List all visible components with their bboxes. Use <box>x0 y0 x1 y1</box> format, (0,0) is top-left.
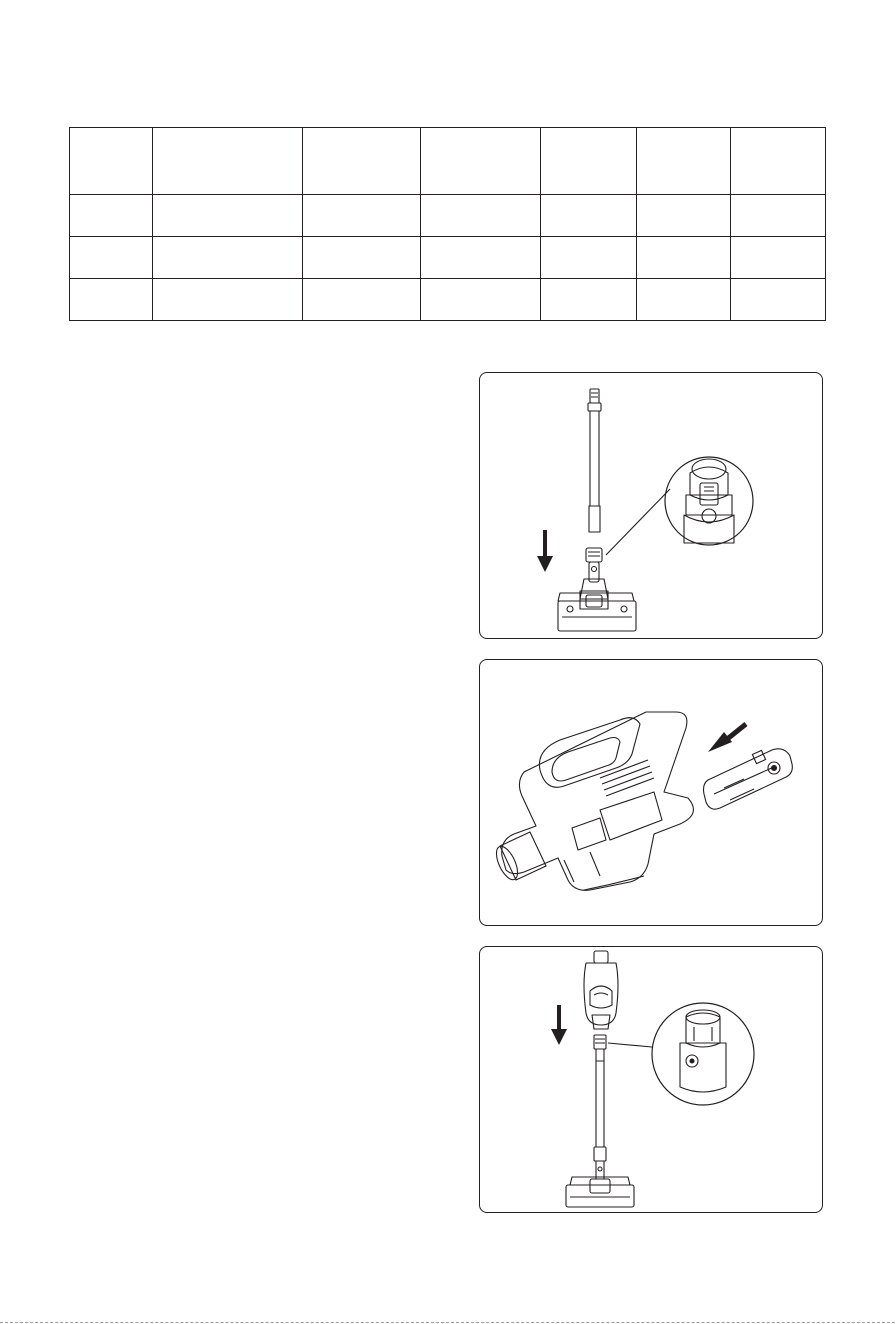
floor-brush-icon <box>558 548 636 631</box>
table-cell <box>541 279 637 321</box>
extension-tube-icon <box>588 389 601 532</box>
battery-pack-icon <box>704 749 793 809</box>
figure-attach-handheld <box>479 946 823 1213</box>
table-cell <box>153 237 303 279</box>
table-row <box>70 237 826 279</box>
table-cell <box>421 279 541 321</box>
figure-attach-floor-brush <box>479 372 823 639</box>
arrow-down-icon <box>537 530 553 572</box>
figure-attach-handheld-drawing <box>480 947 824 1214</box>
spec-table <box>69 127 826 321</box>
handheld-unit-icon <box>584 951 618 1029</box>
floor-brush-icon <box>566 1161 634 1207</box>
figure-insert-battery-drawing <box>480 660 824 927</box>
table-cell <box>541 237 637 279</box>
table-cell <box>153 195 303 237</box>
table-cell <box>421 237 541 279</box>
table-cell <box>70 279 153 321</box>
table-cell <box>637 128 731 195</box>
table-cell <box>70 237 153 279</box>
table-row <box>70 195 826 237</box>
table-cell <box>70 195 153 237</box>
table-cell <box>70 128 153 195</box>
table-header-row <box>70 128 826 195</box>
connector-zoom-icon <box>652 1003 754 1105</box>
figure-insert-battery <box>479 659 823 926</box>
connector-zoom-icon <box>665 457 753 545</box>
table-cell <box>303 237 421 279</box>
table-cell <box>731 195 826 237</box>
table-cell <box>637 279 731 321</box>
table-cell <box>303 128 421 195</box>
table-cell <box>541 195 637 237</box>
table-cell <box>153 128 303 195</box>
table-cell <box>303 195 421 237</box>
table-cell <box>541 128 637 195</box>
table-cell <box>421 128 541 195</box>
arrow-down-icon <box>551 1005 567 1045</box>
table-cell <box>731 237 826 279</box>
table-cell <box>731 279 826 321</box>
table-cell <box>153 279 303 321</box>
arrow-insert-icon <box>708 724 746 752</box>
table-cell <box>637 237 731 279</box>
table-cell <box>303 279 421 321</box>
handheld-unit-icon <box>492 712 693 890</box>
table-cell <box>637 195 731 237</box>
figure-attach-floor-brush-drawing <box>480 373 824 640</box>
table-cell <box>731 128 826 195</box>
table-row <box>70 279 826 321</box>
table-cell <box>421 195 541 237</box>
page-bottom-rule <box>0 1322 895 1323</box>
instruction-text-column <box>69 372 449 1212</box>
extension-tube-icon <box>594 1035 606 1161</box>
